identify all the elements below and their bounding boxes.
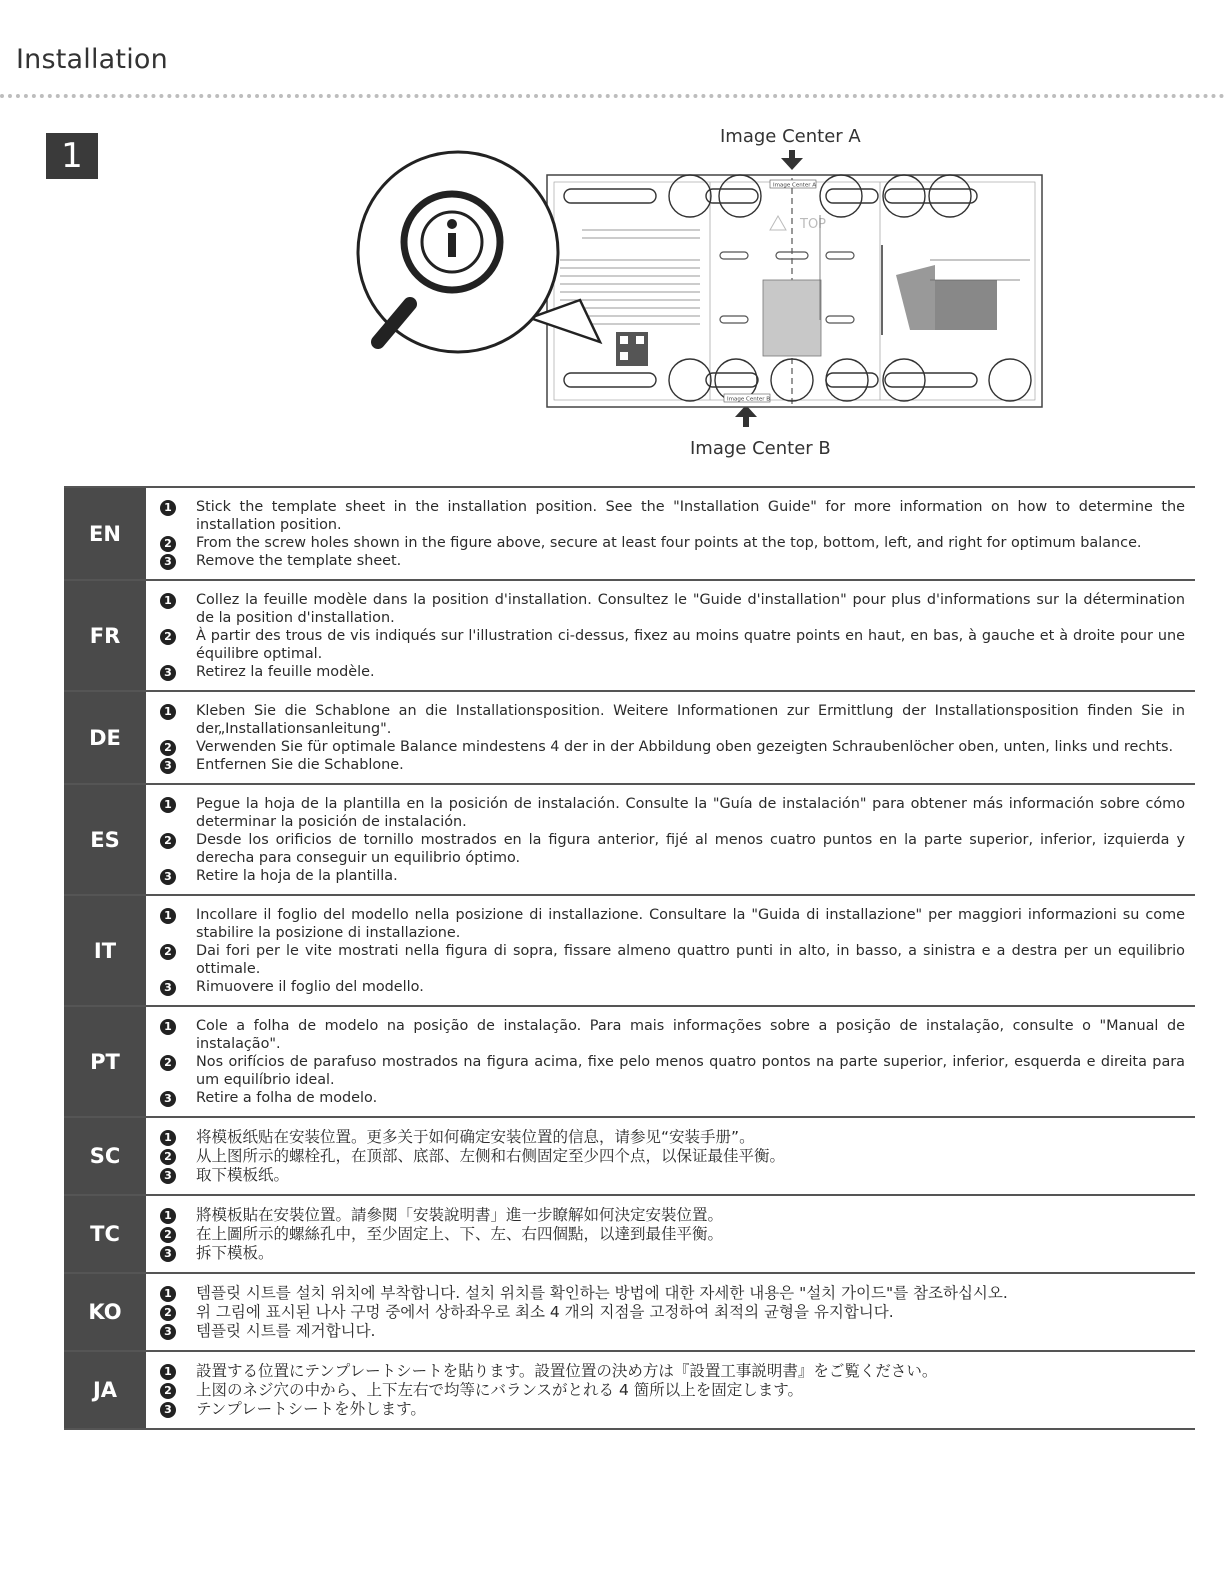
instruction-step [156, 978, 1185, 996]
instruction-list [146, 581, 1195, 690]
step-number-icon: 3 [160, 554, 176, 570]
step-number-icon: 1 [160, 500, 176, 516]
instruction-list [146, 1118, 1195, 1194]
language-section-tc [64, 1196, 1195, 1274]
language-code: IT [64, 896, 146, 1005]
language-section-en [64, 486, 1195, 581]
instruction-text: Retire a folha de modelo. [196, 1090, 378, 1106]
template-figure [330, 120, 1070, 470]
language-section-ko [64, 1274, 1195, 1352]
instruction-step [156, 1017, 1185, 1053]
step-number-icon: 3 [160, 869, 176, 885]
instruction-text: Pegue la hoja de la plantilla en la posición de instalación. Consulte la "Guía de instalación" para obtener más información sobre cómo determinar la posición de instalación. [196, 796, 1185, 830]
instruction-text: Desde los orificios de tornillo mostrados en la figura anterior, fijé al menos cuatro puntos en la parte superior, inferior, izquierda y derecha para conseguir un equilibrio óptimo. [196, 832, 1185, 866]
language-section-fr [64, 581, 1195, 692]
instruction-step [156, 552, 1185, 570]
instruction-step [156, 1381, 1185, 1400]
step-number-icon: 3 [160, 980, 176, 996]
instruction-text: Retirez la feuille modèle. [196, 664, 375, 680]
step-number-icon: 3 [160, 1168, 176, 1184]
instruction-step [156, 1166, 1185, 1185]
instruction-text: Dai fori per le vite mostrati nella figura di sopra, fissare almeno quattro punti in alto, in basso, a sinistra e a destra per un equilibrio ottimale. [196, 943, 1185, 977]
instruction-text: Nos orifícios de parafuso mostrados na figura acima, fixe pelo menos quatro pontos na parte superior, inferior, esquerda e direita para um equilíbrio ideal. [196, 1054, 1185, 1088]
language-code: SC [64, 1118, 146, 1194]
step-number-icon: 2 [160, 944, 176, 960]
instruction-text: À partir des trous de vis indiqués sur l'illustration ci-dessus, fixez au moins quatre points en haut, en bas, à gauche et à droite pour une équilibre optimal. [196, 628, 1185, 662]
instruction-step [156, 1128, 1185, 1147]
step-number-icon: 2 [160, 1149, 176, 1165]
language-code: TC [64, 1196, 146, 1272]
step-number-icon: 1 [160, 1130, 176, 1146]
svg-text:Image Center A: Image Center A [773, 182, 816, 189]
page-title: Installation [16, 44, 168, 75]
instruction-list [146, 488, 1195, 579]
instruction-step [156, 1322, 1185, 1341]
language-section-sc [64, 1118, 1195, 1196]
instruction-text: 템플릿 시트를 설치 위치에 부착합니다. 설치 위치를 확인하는 방법에 대한 자세한 내용은 "설치 가이드"를 참조하십시오. [196, 1284, 1008, 1302]
instruction-list [146, 1274, 1195, 1350]
step-number-badge: 1 [46, 133, 98, 179]
step-number-icon: 1 [160, 704, 176, 720]
instruction-text: Rimuovere il foglio del modello. [196, 979, 424, 995]
instruction-list [146, 1007, 1195, 1116]
language-section-ja [64, 1352, 1195, 1430]
instruction-list [146, 1352, 1195, 1428]
step-number-icon: 3 [160, 1402, 176, 1418]
instructions-table [64, 486, 1195, 1430]
instruction-step [156, 867, 1185, 885]
language-code: DE [64, 692, 146, 783]
step-number-icon: 2 [160, 536, 176, 552]
instruction-step [156, 663, 1185, 681]
instruction-text: Cole a folha de modelo na posição de instalação. Para mais informações sobre a posição de instalação, consulte o "Manual de instalação". [196, 1018, 1185, 1052]
instruction-step [156, 795, 1185, 831]
step-number-icon: 3 [160, 758, 176, 774]
step-number-icon: 3 [160, 665, 176, 681]
instruction-step [156, 1147, 1185, 1166]
instruction-text: Remove the template sheet. [196, 553, 402, 569]
instruction-step [156, 1400, 1185, 1419]
language-code: FR [64, 581, 146, 690]
step-number-icon: 1 [160, 797, 176, 813]
instruction-step [156, 1303, 1185, 1322]
instruction-text: 将模板纸贴在安装位置。更多关于如何确定安装位置的信息，请参见“安装手册”。 [196, 1128, 755, 1146]
step-number-icon: 2 [160, 1227, 176, 1243]
instruction-text: テンプレートシートを外します。 [196, 1400, 426, 1418]
language-code: KO [64, 1274, 146, 1350]
instruction-text: 위 그림에 표시된 나사 구멍 중에서 상하좌우로 최소 4 개의 지점을 고정하여 최적의 균형을 유지합니다. [196, 1303, 894, 1321]
image-center-b-label: Image Center B [690, 438, 831, 459]
svg-text:Image Center B: Image Center B [727, 396, 771, 403]
instruction-step [156, 702, 1185, 738]
step-number-icon: 2 [160, 740, 176, 756]
instruction-step [156, 831, 1185, 867]
instruction-text: 上図のネジ穴の中から、上下左右で均等にバランスがとれる 4 箇所以上を固定します。 [196, 1381, 804, 1399]
instruction-step [156, 906, 1185, 942]
instruction-text: Incollare il foglio del modello nella posizione di installazione. Consultare la "Guida di installazione" per maggiori informazioni su come stabilire la posizione di installazione. [196, 907, 1185, 941]
instruction-text: Kleben Sie die Schablone an die Installationsposition. Weitere Informationen zur Ermittlung der Installationsposition finden Sie in der„Installationsanleitung". [196, 703, 1185, 737]
instruction-step [156, 1206, 1185, 1225]
language-section-es [64, 785, 1195, 896]
instruction-step [156, 1362, 1185, 1381]
instruction-list [146, 692, 1195, 783]
instruction-step [156, 534, 1185, 552]
instruction-text: 템플릿 시트를 제거합니다. [196, 1322, 376, 1340]
language-section-de [64, 692, 1195, 785]
step-number-icon: 1 [160, 1019, 176, 1035]
instruction-step [156, 627, 1185, 663]
instruction-step [156, 756, 1185, 774]
instruction-text: Entfernen Sie die Schablone. [196, 757, 404, 773]
step-number-icon: 1 [160, 1208, 176, 1224]
instruction-text: 在上圖所示的螺絲孔中，至少固定上、下、左、右四個點，以達到最佳平衡。 [196, 1225, 724, 1243]
step-number-icon: 1 [160, 908, 176, 924]
template-sheet-illustration [330, 120, 1070, 470]
svg-text:TOP: TOP [800, 217, 827, 232]
instruction-step [156, 1089, 1185, 1107]
instruction-text: From the screw holes shown in the figure above, secure at least four points at the top, bottom, left, and right for optimum balance. [196, 535, 1142, 551]
step-number-icon: 2 [160, 629, 176, 645]
instruction-step [156, 1244, 1185, 1263]
instruction-step [156, 942, 1185, 978]
instruction-text: 从上图所示的螺栓孔，在顶部、底部、左侧和右侧固定至少四个点，以保证最佳平衡。 [196, 1147, 786, 1165]
instruction-text: 拆下模板。 [196, 1244, 274, 1262]
instruction-list [146, 785, 1195, 894]
language-code: JA [64, 1352, 146, 1428]
arrow-up-icon [735, 405, 757, 427]
step-number-icon: 3 [160, 1324, 176, 1340]
instruction-step [156, 738, 1185, 756]
language-code: ES [64, 785, 146, 894]
step-number-icon: 2 [160, 1055, 176, 1071]
step-number-icon: 2 [160, 833, 176, 849]
instruction-step [156, 1225, 1185, 1244]
language-section-it [64, 896, 1195, 1007]
instruction-text: 取下模板纸。 [196, 1166, 290, 1184]
arrow-down-icon [781, 150, 803, 170]
instruction-step [156, 591, 1185, 627]
instruction-text: Retire la hoja de la plantilla. [196, 868, 398, 884]
step-number-icon: 2 [160, 1305, 176, 1321]
instruction-text: Stick the template sheet in the installation position. See the "Installation Guide" for more information on how to determine the installation position. [196, 499, 1185, 533]
instruction-step [156, 498, 1185, 534]
step-number-icon: 1 [160, 593, 176, 609]
step-number-icon: 1 [160, 1286, 176, 1302]
language-section-pt [64, 1007, 1195, 1118]
instruction-list [146, 1196, 1195, 1272]
instruction-text: Collez la feuille modèle dans la position d'installation. Consultez le "Guide d'installation" pour plus d'informations sur la détermination de la position d'installation. [196, 592, 1185, 626]
instruction-text: Verwenden Sie für optimale Balance mindestens 4 der in der Abbildung oben gezeigten Schraubenlöcher oben, unten, links und rechts. [196, 739, 1174, 755]
step-number-icon: 3 [160, 1091, 176, 1107]
dotted-divider [0, 94, 1225, 98]
instruction-text: 將模板貼在安裝位置。請參閱「安裝說明書」進一步瞭解如何決定安裝位置。 [196, 1206, 724, 1224]
step-number-icon: 2 [160, 1383, 176, 1399]
instruction-step [156, 1284, 1185, 1303]
instruction-text: 設置する位置にテンプレートシートを貼ります。設置位置の決め方は『設置工事説明書』をご覧ください。 [196, 1362, 938, 1380]
language-code: EN [64, 488, 146, 579]
step-number-icon: 1 [160, 1364, 176, 1380]
instruction-list [146, 896, 1195, 1005]
instruction-step [156, 1053, 1185, 1089]
image-center-a-label: Image Center A [720, 126, 861, 147]
step-number-icon: 3 [160, 1246, 176, 1262]
language-code: PT [64, 1007, 146, 1116]
